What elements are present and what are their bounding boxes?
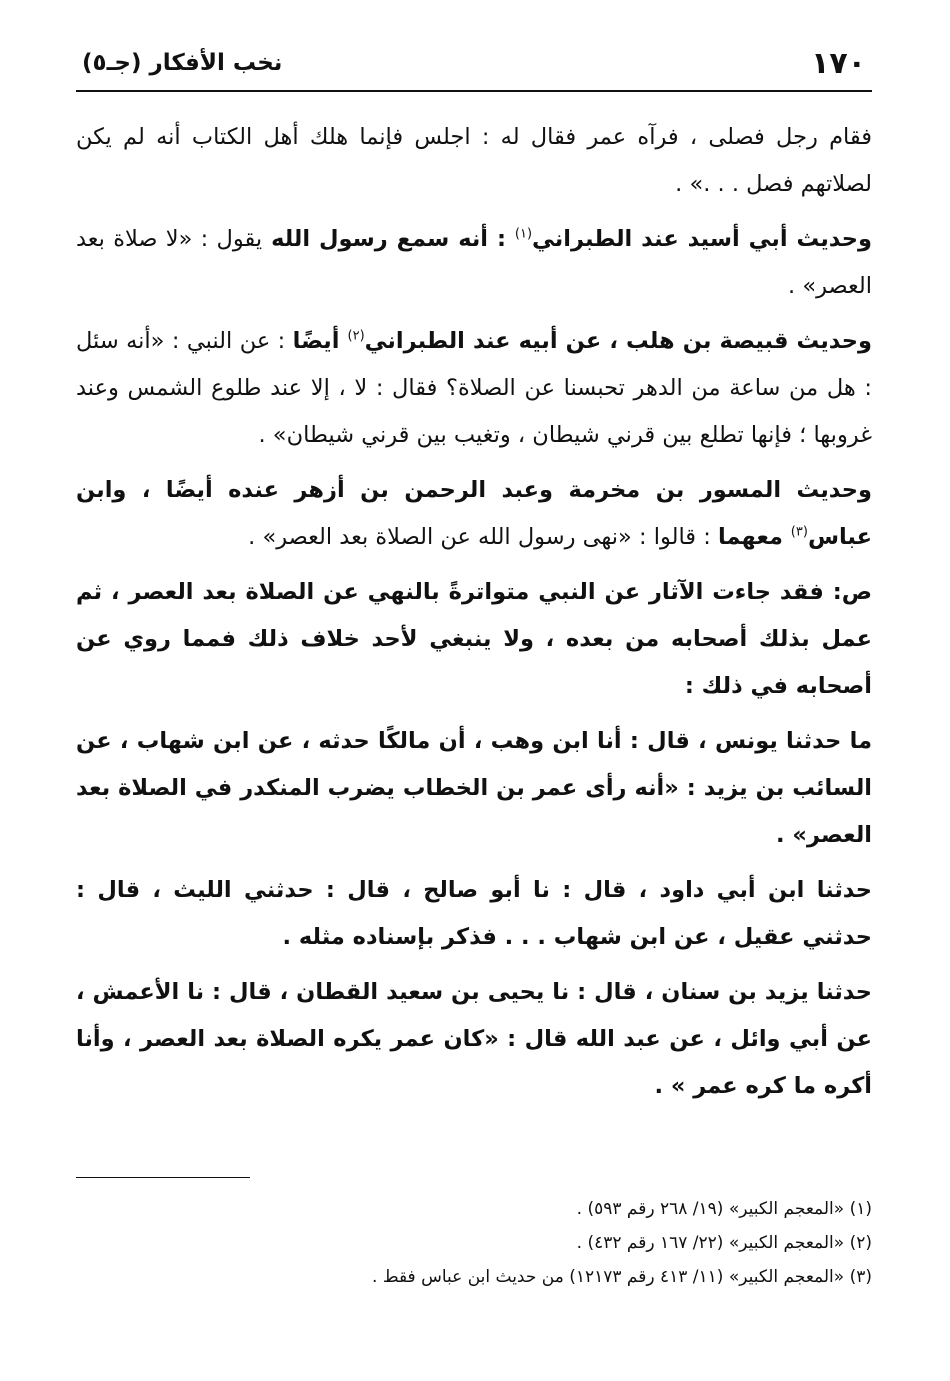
paragraph-1 <box>76 114 872 208</box>
footnote-ref-2: (٢) <box>347 328 365 344</box>
header-rule <box>76 90 872 92</box>
page-body <box>76 114 872 1118</box>
page-header <box>76 42 872 82</box>
paragraph-4-with-them: معهما <box>717 524 791 550</box>
footnote-ref-3: (٣) <box>790 524 808 540</box>
paragraph-4-heading: وحديث المسور بن مخرمة وعبد الرحمن بن أزهر عنده أيضًا ، وابن عباس <box>76 477 872 550</box>
paragraph-2-text: يقول : «لا صلاة بعد العصر» . <box>76 226 872 299</box>
footnote-ref-1: (١) <box>514 226 533 242</box>
paragraph-6 <box>76 718 872 859</box>
paragraph-2 <box>76 216 872 310</box>
paragraph-4 <box>76 467 872 561</box>
footnote-2: (٢) «المعجم الكبير» (٢٢/ ١٦٧ رقم ٤٣٢) . <box>576 1233 872 1253</box>
paragraph-8-text: » . <box>654 1073 686 1099</box>
footnote-rule <box>76 1177 250 1178</box>
paragraph-3-also: أيضًا <box>292 328 348 354</box>
paragraph-2-heading: وحديث أبي أسيد عند الطبراني <box>532 226 872 252</box>
paragraph-5-text: متواترةً بالنهي عن الصلاة بعد العصر ، ثم عمل بذلك أصحابه من بعده ، ولا ينبغي لأحد خلاف ذلك فمما روي عن أصحابه في ذلك : <box>76 579 872 699</box>
paragraph-8 <box>76 969 872 1110</box>
paragraph-1-text: فقام رجل فصلى ، فرآه عمر فقال له : اجلس فإنما هلك أهل الكتاب أنه لم يكن لصلاتهم فصل . . .» . <box>76 124 872 197</box>
footnote-3: (٣) «المعجم الكبير» (١١/ ٤١٣ رقم ١٢١٧٣) من حديث ابن عباس فقط . <box>372 1267 872 1287</box>
paragraph-5 <box>76 569 872 710</box>
footnote-1: (١) «المعجم الكبير» (١٩/ ٢٦٨ رقم ٥٩٣) . <box>576 1199 872 1219</box>
paragraph-7 <box>76 867 872 961</box>
paragraph-6-text: يضرب المنكدر في الصلاة بعد العصر» . <box>76 775 872 848</box>
paragraph-8-intro: حدثنا يزيد بن سنان ، قال : نا يحيى بن سعيد القطان ، قال : نا الأعمش ، عن أبي وائل ، عن عبد الله قال : «كان عمر يكره الصلاة بعد العصر ، وأنا أكره ما كره عمر <box>76 979 872 1099</box>
paragraph-4-intro: : قالوا : «نهى رسول الله <box>470 524 718 550</box>
paragraph-5-intro: ص: فقد جاءت الآثار عن النبي <box>529 579 872 605</box>
paragraph-3-heading: وحديث قبيصة بن هلب ، عن أبيه عند الطبراني <box>364 328 872 354</box>
paragraph-3 <box>76 318 872 459</box>
paragraph-3-text: : «أنه سئل : هل من ساعة من الدهر تحبسنا عن الصلاة؟ فقال : لا ، إلا عند طلوع الشمس وعند غروبها ؛ فإنها تطلع بين قرني شيطان ، وتغيب بين قرني شيطان» . <box>76 328 872 448</box>
paragraph-7-text: حدثنا ابن أبي داود ، قال : نا أبو صالح ، قال : حدثني الليث ، قال : حدثني عقيل ، عن ابن شهاب . . . فذكر بإسناده مثله . <box>76 877 872 950</box>
running-title: نخب الأفكار (جـ٥) <box>82 50 283 76</box>
paragraph-6-intro: ما حدثنا يونس ، قال : أنا ابن وهب ، أن مالكًا حدثه ، عن ابن شهاب ، عن السائب بن يزيد : «أنه رأى عمر بن الخطاب <box>76 728 872 801</box>
book-page <box>76 42 872 1342</box>
page-number: ١٧٠ <box>811 46 866 81</box>
paragraph-4-text: عن الصلاة بعد العصر» . <box>248 524 471 550</box>
paragraph-2-colon: : أنه سمع رسول الله <box>262 226 515 252</box>
paragraph-3-intro: : عن النبي <box>179 328 293 354</box>
footnotes <box>76 1192 872 1294</box>
